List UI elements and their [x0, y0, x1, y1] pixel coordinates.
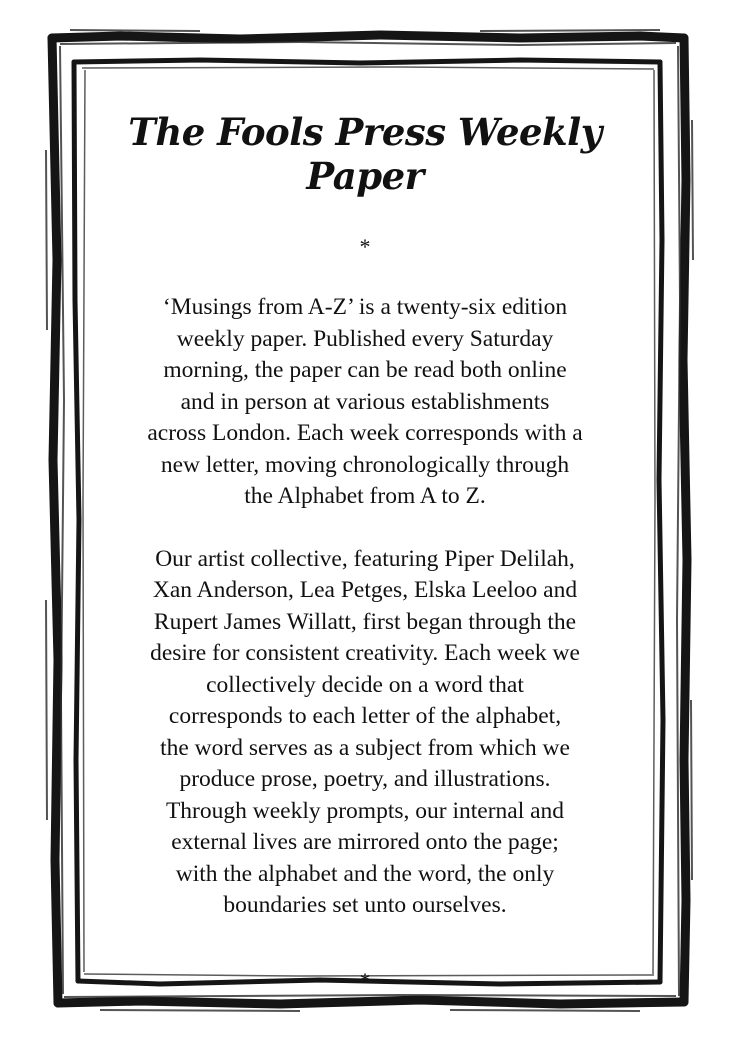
- outer-border-left: [52, 38, 58, 1003]
- outer-border-bottom: [58, 1000, 684, 1004]
- inner-border-top: [74, 60, 660, 63]
- inner-border-right: [659, 62, 663, 982]
- document-content: [100, 100, 630, 992]
- paragraph-collective: Our artist collective, featuring Piper Delilah, Xan Anderson, Lea Petges, Elska Leeloo and Rupert James Willatt, first began through the desire for consistent creativity. Each week we collectively decide on a word that corresponds to each letter of the alphabet, the word serves as a subject from which we produce prose, poetry, and illustrations. Through weekly prompts, our internal and external lives are mirrored onto the page; with the alphabet and the word, the only boundaries set unto ourselves.: [150, 545, 580, 918]
- page-title: The Fools Press Weekly Paper: [128, 110, 602, 198]
- outer-border-top: [52, 35, 684, 39]
- separator-asterisk-top: *: [359, 234, 371, 259]
- outer-border-right: [683, 38, 687, 1002]
- separator-asterisk-bottom: *: [359, 967, 371, 993]
- inner-border-left: [74, 62, 79, 981]
- paragraph-intro: ‘Musings from A-Z’ is a twenty-six edition weekly paper. Published every Saturday morning, the paper can be read both online and in person at various establishments across London. Each week corresponds with a new letter, moving chronologically through the Alphabet from A to Z.: [147, 294, 583, 509]
